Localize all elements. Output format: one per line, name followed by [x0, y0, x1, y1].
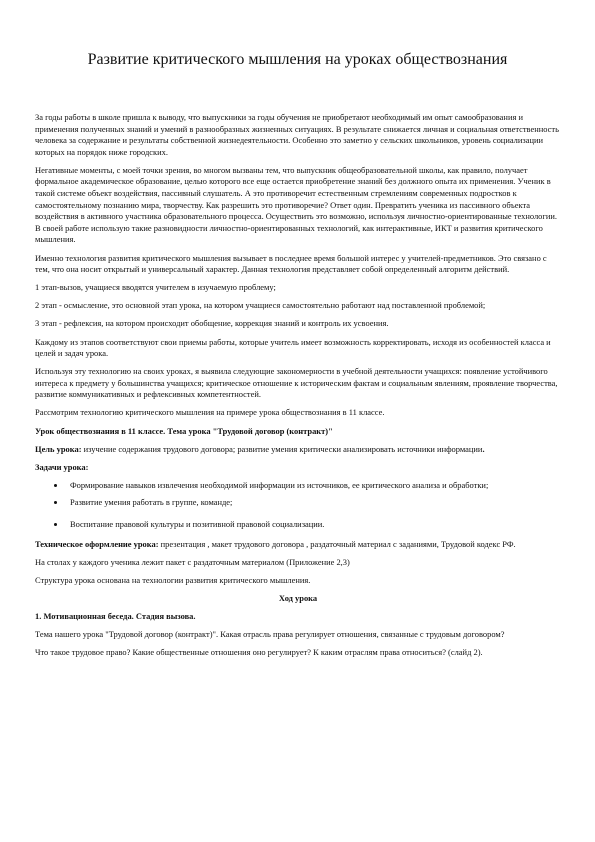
paragraph-handouts: На столах у каждого ученика лежит пакет с раздаточным материалом (Приложение 2,3)	[35, 556, 350, 567]
course-heading-text: Ход урока	[278, 592, 318, 603]
paragraph-techniques: Каждому из этапов соответствуют свои приемы работы, которые учитель имеет возможность корректировать, исходя из особенностей класса и целей и задач урока.	[35, 336, 551, 359]
task-text: Формирование навыков извлечения необходимой информации из источников, ее критического анализа и обработки;	[70, 479, 489, 490]
tech-text: презентация , макет трудового договора , раздаточный материал с заданиями, Трудовой кодекс РФ.	[158, 538, 516, 549]
paragraph-findings: Используя эту технологию на своих уроках, я выявила следующие закономерности в учебной деятельности учащихся: появление устойчивого интереса к предмету у большинства учащихся; критическое отношение к историческим фактам и социальным явлениям, проявление творчества, развитие коммуникативных и рефлексивных компетентностей.	[35, 366, 558, 400]
stage-heading-text: 1. Мотивационная беседа. Стадия вызова.	[35, 611, 196, 621]
bullet-icon	[54, 523, 57, 526]
tasks-heading	[35, 462, 561, 474]
paragraph-stage-2: 2 этап - осмысление, это основной этап урока, на котором учащиеся самостоятельно работают над поставленной проблемой;	[35, 300, 486, 311]
course-heading	[35, 593, 561, 605]
paragraph-example-intro: Рассмотрим технологию критического мышления на примере урока обществознания в 11 классе.	[35, 407, 385, 418]
bullet-icon	[54, 501, 57, 504]
list-item	[35, 519, 561, 531]
lesson-heading	[35, 426, 561, 438]
lesson-heading-text: Урок обществознания в 11 классе. Тема урока "Трудовой договор (контракт)"	[35, 425, 333, 436]
paragraph-stage-1: 1 этап-вызов, учащиеся вводятся учителем в изучаемую проблему;	[35, 282, 276, 293]
task-text: Воспитание правовой культуры и позитивной правовой социализации.	[70, 519, 325, 530]
technical-setup	[35, 539, 561, 551]
goal-label: Цель урока:	[35, 443, 82, 454]
list-item	[35, 480, 561, 492]
paragraph-structure: Структура урока основана на технологии развития критического мышления.	[35, 574, 311, 585]
goal-text: изучение содержания трудового договора; развитие умения критически анализировать источники информации	[81, 443, 483, 454]
paragraph-lesson-topic: Тема нашего урока "Трудовой договор (контракт)". Какая отрасль права регулирует отношения, связанные с трудовым договором?	[35, 629, 505, 640]
document-body	[35, 112, 561, 665]
tasks-label: Задачи урока:	[35, 461, 89, 472]
stage-heading	[35, 611, 561, 623]
tech-label: Техническое оформление урока:	[35, 538, 159, 549]
goal-end: .	[482, 443, 485, 454]
paragraph-questions: Что такое трудовое право? Какие общественные отношения оно регулирует? К каким отраслям права относиться? (слайд 2).	[35, 647, 483, 658]
list-item	[35, 497, 561, 509]
paragraph-intro: За годы работы в школе пришла к выводу, что выпускники за годы обучения не приобретают необходимый им опыт самообразования и применения полученных знаний и умений в разнообразных жизненных ситуациях. В результате снижается личная и социальная ответственность человека за содержание и результаты собственной жизнедеятельности. Особенно это заметно у сельских школьников, уровень социализации которых на порядок ниже городских.	[35, 112, 559, 157]
lesson-goal	[35, 444, 561, 456]
paragraph-stage-3: 3 этап - рефлексия, на котором происходит обобщение, коррекция знаний и контроль их усвоения.	[35, 318, 389, 329]
paragraph-technology: Именно технология развития критического мышления вызывает в последнее время большой интерес у учителей-предметников. Это связано с тем, что она носит открытый и универсальный характер. Данная технология представляет собой определенный алгоритм действий.	[35, 252, 547, 275]
paragraph-negative-moments: Негативные моменты, с моей точки зрения, во многом вызваны тем, что выпускник общеобразовательной школы, как правило, получает формальное академическое образование, целью которого все еще остается приобретение знаний без должного опыта их применения. Ученик в такой системе объект воздействия, пассивный слушатель. А это противоречит естественным стремлениям современных подростков к самостоятельному познанию мира, творчеству. Как разрешить это противоречие? Ответ один. Превратить ученика из пассивного объекта воздействия в активного участника образовательного процесса. Осуществить это возможно, используя личностно-ориентированные технологии. В своей работе использую такие разновидности личностно-ориентированных технологий, как интерактивные, ИКТ и развития критического мышления.	[35, 164, 557, 245]
bullet-icon	[54, 484, 57, 487]
task-text: Развитие умения работать в группе, команде;	[70, 497, 233, 508]
tasks-list	[35, 480, 561, 531]
document-title: Развитие критического мышления на уроках обществознания	[87, 51, 508, 68]
